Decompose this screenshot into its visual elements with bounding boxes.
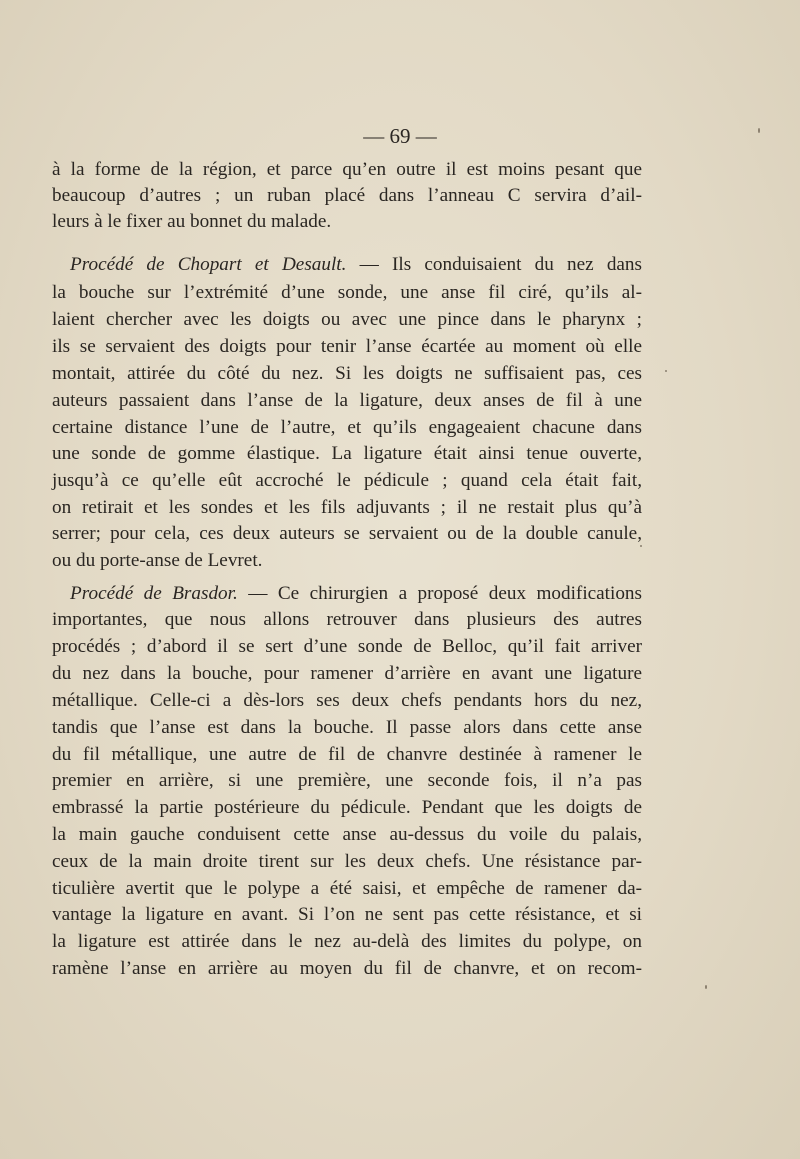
- text-line: procédés ; d’abord il se sert d’une sonde de Belloc, qu’il fait arriver: [52, 636, 642, 657]
- text-line: laient chercher avec les doigts ou avec une pince dans le pharynx ;: [52, 309, 642, 330]
- text-line: tandis que l’anse est dans la bouche. Il passe alors dans cette anse: [52, 717, 642, 738]
- text-line: métallique. Celle-ci a dès-lors ses deux chefs pendants hors du nez,: [52, 690, 642, 711]
- text-line: vantage la ligature en avant. Si l’on ne sent pas cette résistance, et si: [52, 904, 642, 925]
- text-line: à la forme de la région, et parce qu’en outre il est moins pesant que: [52, 159, 642, 180]
- text-line: Procédé de Chopart et Desault. — Ils conduisaient du nez dans: [70, 254, 642, 275]
- text-line: auteurs passaient dans l’anse de la ligature, deux anses de fil à une: [52, 390, 642, 411]
- text-line: certaine distance l’une de l’autre, et qu’ils engageaient chacune dans: [52, 417, 642, 438]
- text-line: jusqu’à ce qu’elle eût accroché le pédicule ; quand cela était fait,: [52, 470, 642, 491]
- text-line: du nez dans la bouche, pour ramener d’arrière en avant une ligature: [52, 663, 642, 684]
- text-line: ils se servaient des doigts pour tenir l’anse écartée au moment où elle: [52, 336, 642, 357]
- text-line: importantes, que nous allons retrouver dans plusieurs des autres: [52, 609, 642, 630]
- text-line: ticulière avertit que le polype a été saisi, et empêche de ramener da-: [52, 878, 642, 899]
- text-line: du fil métallique, une autre de fil de chanvre destinée à ramener le: [52, 744, 642, 765]
- text-line: embrassé la partie postérieure du pédicule. Pendant que les doigts de: [52, 797, 642, 818]
- text-line: ceux de la main droite tirent sur les deux chefs. Une résistance par-: [52, 851, 642, 872]
- text-line: une sonde de gomme élastique. La ligature était ainsi tenue ouverte,: [52, 443, 642, 464]
- text-line: beaucoup d’autres ; un ruban placé dans l’anneau C servira d’ail-: [52, 185, 642, 206]
- text-line: la bouche sur l’extrémité d’une sonde, une anse fil ciré, qu’ils al-: [52, 282, 642, 303]
- text-line: premier en arrière, si une première, une seconde fois, il n’a pas: [52, 770, 642, 791]
- page-number: — 69 —: [363, 124, 437, 148]
- text-line: Procédé de Brasdor. — Ce chirurgien a proposé deux modifications: [70, 583, 642, 604]
- text-line: on retirait et les sondes et les fils adjuvants ; il ne restait plus qu’à: [52, 497, 642, 518]
- text-line: serrer; pour cela, ces deux auteurs se servaient ou de la double canule,: [52, 523, 642, 544]
- text-line: la ligature est attirée dans le nez au-delà des limites du polype, on: [52, 931, 642, 952]
- text-line: ou du porte-anse de Levret.: [52, 550, 263, 571]
- text-line: leurs à le fixer au bonnet du malade.: [52, 211, 332, 232]
- text-line: montait, attirée du côté du nez. Si les doigts ne suffisaient pas, ces: [52, 363, 642, 384]
- section-heading: Procédé de Brasdor.: [70, 583, 238, 604]
- section-heading: Procédé de Chopart et Desault.: [70, 254, 347, 275]
- text-line: ramène l’anse en arrière au moyen du fil de chanvre, et on recom-: [52, 958, 642, 979]
- text-line: la main gauche conduisent cette anse au-dessus du voile du palais,: [52, 824, 642, 845]
